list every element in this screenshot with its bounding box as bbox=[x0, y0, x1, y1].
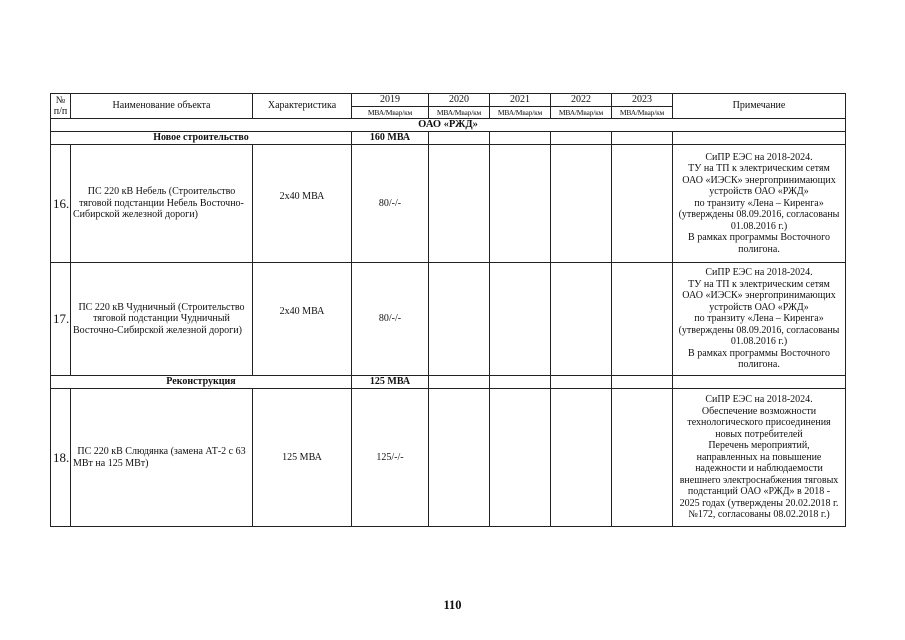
value-2021 bbox=[490, 145, 551, 263]
organization-title: ОАО «РЖД» bbox=[51, 119, 846, 132]
object-name: ПС 220 кВ Слюдянка (замена АТ-2 с 63 МВт на 125 МВт) bbox=[71, 389, 253, 527]
header-year-2019: 2019 bbox=[352, 94, 429, 107]
empty-cell bbox=[551, 376, 612, 389]
value-2023 bbox=[612, 145, 673, 263]
table-row bbox=[51, 389, 846, 527]
object-name: ПС 220 кВ Чудничный (Строительство тяговой подстанции Чудничный Восточно-Сибирской железной дороги) bbox=[71, 263, 253, 376]
header-year-2023: 2023 bbox=[612, 94, 673, 107]
unit-2022: МВА/Мвар/км bbox=[551, 106, 612, 119]
value-2022 bbox=[551, 263, 612, 376]
unit-2021: МВА/Мвар/км bbox=[490, 106, 551, 119]
section-total: 125 МВА bbox=[352, 376, 429, 389]
value-2019: 80/-/- bbox=[352, 263, 429, 376]
characteristic: 2х40 МВА bbox=[253, 145, 352, 263]
row-number: 16. bbox=[51, 145, 71, 263]
section-total: 160 МВА bbox=[352, 132, 429, 145]
value-2019: 125/-/- bbox=[352, 389, 429, 527]
characteristic: 125 МВА bbox=[253, 389, 352, 527]
empty-cell bbox=[429, 376, 490, 389]
unit-2023: МВА/Мвар/км bbox=[612, 106, 673, 119]
unit-2019: МВА/Мвар/км bbox=[352, 106, 429, 119]
value-2021 bbox=[490, 389, 551, 527]
header-num: № п/п bbox=[51, 94, 71, 119]
value-2020 bbox=[429, 145, 490, 263]
value-2021 bbox=[490, 263, 551, 376]
note: СиПР ЕЭС на 2018-2024. ТУ на ТП к электрическим сетям ОАО «ИЭСК» энергопринимающих устройств ОАО «РЖД» по транзиту «Лена – Киренга» (утверждены 08.09.2016, согласованы 01.08.2016 г.) В рамках программы Восточного полигона. bbox=[673, 145, 846, 263]
value-2022 bbox=[551, 145, 612, 263]
row-number: 18. bbox=[51, 389, 71, 527]
note: СиПР ЕЭС на 2018-2024. ТУ на ТП к электрическим сетям ОАО «ИЭСК» энергопринимающих устройств ОАО «РЖД» по транзиту «Лена – Киренга» (утверждены 08.09.2016, согласованы 01.08.2016 г.) В рамках программы Восточного полигона. bbox=[673, 263, 846, 376]
value-2020 bbox=[429, 263, 490, 376]
empty-cell bbox=[429, 132, 490, 145]
row-number: 17. bbox=[51, 263, 71, 376]
empty-cell bbox=[673, 376, 846, 389]
empty-cell bbox=[612, 376, 673, 389]
empty-cell bbox=[490, 132, 551, 145]
empty-cell bbox=[673, 132, 846, 145]
value-2020 bbox=[429, 389, 490, 527]
value-2022 bbox=[551, 389, 612, 527]
header-note: Примечание bbox=[673, 94, 846, 119]
section-title: Реконструкция bbox=[51, 376, 352, 389]
header-row bbox=[51, 94, 846, 107]
section-row bbox=[51, 132, 846, 145]
value-2023 bbox=[612, 389, 673, 527]
value-2019: 80/-/- bbox=[352, 145, 429, 263]
table-row bbox=[51, 263, 846, 376]
page-number: 110 bbox=[443, 598, 462, 612]
empty-cell bbox=[612, 132, 673, 145]
header-characteristic: Характеристика bbox=[253, 94, 352, 119]
header-year-2021: 2021 bbox=[490, 94, 551, 107]
empty-cell bbox=[551, 132, 612, 145]
organization-row bbox=[51, 119, 846, 132]
header-name: Наименование объекта bbox=[71, 94, 253, 119]
section-title: Новое строительство bbox=[51, 132, 352, 145]
investment-table bbox=[50, 93, 846, 527]
table-row bbox=[51, 145, 846, 263]
header-year-2022: 2022 bbox=[551, 94, 612, 107]
object-name: ПС 220 кВ Небель (Строительство тяговой подстанции Небель Восточно-Сибирской железной дороги) bbox=[71, 145, 253, 263]
value-2023 bbox=[612, 263, 673, 376]
note: СиПР ЕЭС на 2018-2024. Обеспечение возможности технологического присоединения новых потребителей Перечень мероприятий, направленных на повышение надежности и наблюдаемости внешнего электроснабжения тяговых подстанций ОАО «РЖД» в 2018 - 2025 годах (утверждены 20.02.2018 г. №172, согласованы 08.02.2018 г.) bbox=[673, 389, 846, 527]
header-year-2020: 2020 bbox=[429, 94, 490, 107]
characteristic: 2х40 МВА bbox=[253, 263, 352, 376]
unit-2020: МВА/Мвар/км bbox=[429, 106, 490, 119]
empty-cell bbox=[490, 376, 551, 389]
section-row bbox=[51, 376, 846, 389]
